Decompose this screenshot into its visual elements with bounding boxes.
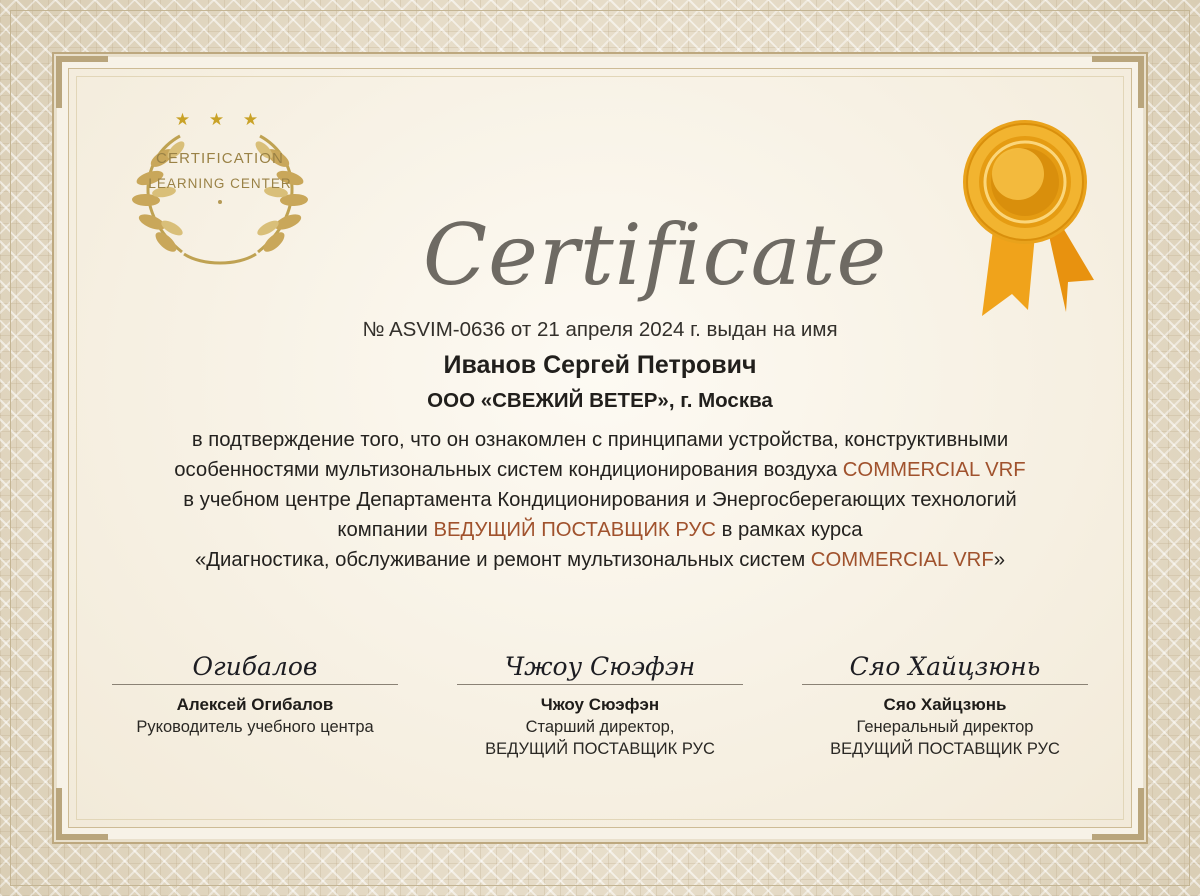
logo-line-1: CERTIFICATION (156, 150, 284, 167)
signatory-name-2: Чжоу Сюэфэн (540, 695, 660, 714)
signature-block-2 (435, 627, 765, 760)
recipient-name: Иванов Сергей Петрович (443, 351, 757, 379)
recipient-organization: ООО «СВЕЖИЙ ВЕТЕР», г. Москва (427, 389, 773, 412)
statement-line-4-tail: в рамках курса (715, 519, 863, 541)
signature-mark-1: Огибалов (192, 652, 318, 681)
signatory-role-1-line1: Руководитель учебного центра (136, 718, 374, 736)
statement-line-5-text: «Диагностика, обслуживание и ремонт мультизональных систем (195, 549, 811, 571)
signature-mark-2: Чжоу Сюэфэн (504, 652, 696, 681)
logo-stars: ★ ★ ★ (174, 110, 266, 129)
statement-line-4-text: компании (337, 519, 434, 541)
statement-line-1 (94, 425, 1106, 455)
certificate-number-line: № ASVIM-0636 от 21 апреля 2024 г. выдан на имя (362, 318, 838, 341)
signature-row (90, 627, 1110, 760)
statement-line-4-highlight: ВЕДУЩИЙ ПОСТАВЩИК РУС (433, 519, 716, 541)
logo-line-2: LEARNING CENTER (148, 176, 292, 191)
statement-line-5-tail: » (993, 549, 1005, 571)
signature-rule-2 (457, 684, 743, 685)
page-title: Certificate (422, 206, 888, 304)
statement-line-5 (94, 545, 1106, 575)
statement-line-2-highlight: COMMERCIAL VRF (842, 459, 1026, 481)
certificate-statement (90, 425, 1110, 575)
statement-line-2 (94, 455, 1106, 485)
signatory-role-2-line1: Старший директор, (525, 718, 675, 736)
signature-mark-3: Сяо Хайцзюнь (849, 652, 1041, 681)
statement-line-2-text: особенностями мультизональных систем кондиционирования воздуха (174, 459, 843, 481)
statement-line-3-text: в учебном центре Департамента Кондиционирования и Энергосберегающих технологий (183, 489, 1017, 511)
signature-rule-3 (802, 684, 1088, 685)
signatory-role-3-line2: ВЕДУЩИЙ ПОСТАВЩИК РУС (830, 740, 1060, 758)
certificate-body (90, 318, 1110, 575)
signatory-name-3: Сяо Хайцзюнь (883, 695, 1007, 714)
signature-block-1 (90, 627, 420, 760)
logo-divider-dot (218, 200, 222, 204)
logo-text (110, 146, 330, 196)
signatory-name-1: Алексей Огибалов (176, 695, 334, 714)
signature-block-3 (780, 627, 1110, 760)
signatory-role-2-line2: ВЕДУЩИЙ ПОСТАВЩИК РУС (485, 740, 715, 758)
statement-line-5-highlight: COMMERCIAL VRF (810, 549, 994, 571)
statement-line-3 (94, 485, 1106, 515)
signature-rule-1 (112, 684, 398, 685)
statement-line-1-text: в подтверждение того, что он ознакомлен с принципами устройства, конструктивными (191, 429, 1009, 451)
statement-line-4 (94, 515, 1106, 545)
signatory-role-3-line1: Генеральный директор (856, 718, 1034, 736)
